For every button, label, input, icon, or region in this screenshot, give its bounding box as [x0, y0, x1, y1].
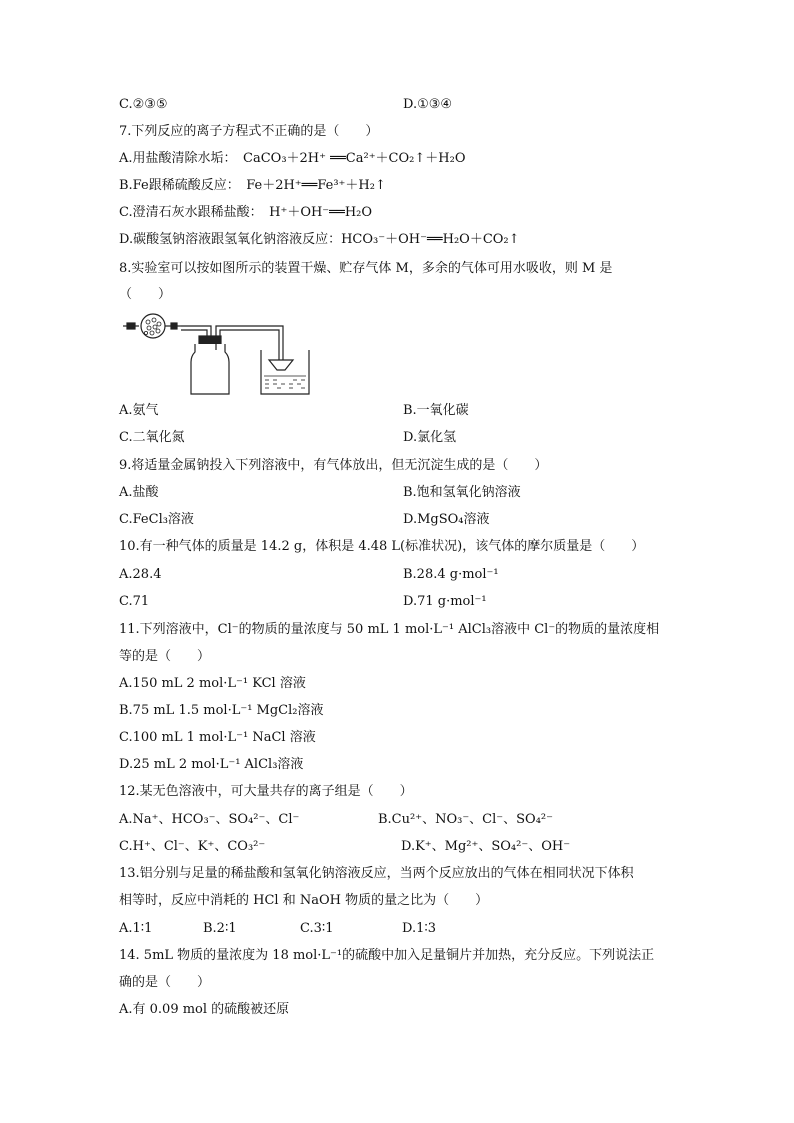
q8-option-b: B.一氧化碳 — [403, 403, 469, 418]
q9-option-b: B.饱和氢氧化钠溶液 — [403, 485, 521, 500]
q11-option-c: C.100 mL 1 mol·L⁻¹ NaCl 溶液 — [119, 730, 316, 745]
q13-option-a: A.1∶1 — [119, 921, 153, 936]
q9-option-c: C.FeCl₃溶液 — [119, 512, 194, 527]
option-d-prev: D.①③④ — [403, 97, 453, 112]
question-8-paren: （ ） — [119, 287, 172, 302]
q13-option-c: C.3∶1 — [300, 921, 334, 936]
q7-option-c: C.澄清石灰水跟稀盐酸： H⁺＋OH⁻══H₂O — [119, 205, 373, 220]
q11-option-a: A.150 mL 2 mol·L⁻¹ KCl 溶液 — [119, 676, 306, 691]
gas-apparatus-diagram — [119, 312, 319, 396]
bottle-stopper — [199, 336, 221, 344]
q14-option-a: A.有 0.09 mol 的硫酸被还原 — [119, 1002, 290, 1017]
inlet-nozzle — [127, 323, 135, 329]
question-12: 12.某无色溶液中，可大量共存的离子组是（ ） — [119, 784, 413, 799]
q12-option-b: B.Cu²⁺、NO₃⁻、Cl⁻、SO₄²⁻ — [378, 812, 553, 827]
q7-option-a: A.用盐酸清除水垢： CaCO₃＋2H⁺ ══Ca²⁺＋CO₂↑＋H₂O — [119, 151, 466, 166]
q9-option-a: A.盐酸 — [119, 485, 159, 500]
question-11-cont: 等的是（ ） — [119, 649, 211, 664]
q11-option-b: B.75 mL 1.5 mol·L⁻¹ MgCl₂溶液 — [119, 703, 324, 718]
q11-option-d: D.25 mL 2 mol·L⁻¹ AlCl₃溶液 — [119, 757, 304, 772]
q13-option-b: B.2∶1 — [203, 921, 237, 936]
option-c-prev: C.②③⑤ — [119, 97, 168, 112]
q10-option-b: B.28.4 g·mol⁻¹ — [403, 567, 499, 582]
gas-bottle — [191, 344, 229, 394]
q10-option-a: A.28.4 — [119, 567, 162, 582]
question-13: 13.铝分别与足量的稀盐酸和氢氧化钠溶液反应，当两个反应放出的气体在相同状况下体积 — [119, 866, 634, 881]
question-14: 14. 5mL 物质的量浓度为 18 mol·L⁻¹的硫酸中加入足量铜片并加热，充分反应。下列说法正 — [119, 948, 655, 963]
q13-option-d: D.1∶3 — [402, 921, 437, 936]
q7-option-d: D.碳酸氢钠溶液跟氢氧化钠溶液反应：HCO₃⁻＋OH⁻══H₂O＋CO₂↑ — [119, 232, 520, 247]
question-14-cont: 确的是（ ） — [119, 975, 211, 990]
water-beaker — [261, 350, 309, 394]
question-10: 10.有一种气体的质量是 14.2 g，体积是 4.48 L(标准状况)，该气体的摩尔质量是（ ） — [119, 539, 645, 554]
q12-option-c: C.H⁺、Cl⁻、K⁺、CO₃²⁻ — [119, 839, 266, 854]
question-8: 8.实验室可以按如图所示的装置干燥、贮存气体 M，多余的气体可用水吸收，则 M 是 — [119, 261, 613, 276]
q12-option-a: A.Na⁺、HCO₃⁻、SO₄²⁻、Cl⁻ — [119, 812, 300, 827]
q10-option-c: C.71 — [119, 594, 150, 609]
question-13-cont: 相等时，反应中消耗的 HCl 和 NaOH 物质的量之比为（ ） — [119, 893, 489, 908]
q8-option-d: D.氯化氢 — [403, 430, 457, 445]
q8-option-a: A.氨气 — [119, 403, 159, 418]
q9-option-d: D.MgSO₄溶液 — [403, 512, 490, 527]
q8-option-c: C.二氧化氮 — [119, 430, 185, 445]
question-11: 11.下列溶液中，Cl⁻的物质的量浓度与 50 mL 1 mol·L⁻¹ AlCl₃溶液中 Cl⁻的物质的量浓度相 — [119, 622, 660, 637]
q12-option-d: D.K⁺、Mg²⁺、SO₄²⁻、OH⁻ — [401, 839, 571, 854]
q7-option-b: B.Fe跟稀硫酸反应： Fe＋2H⁺══Fe³⁺＋H₂↑ — [119, 178, 386, 193]
q10-option-d: D.71 g·mol⁻¹ — [403, 594, 487, 609]
question-7: 7.下列反应的离子方程式不正确的是（ ） — [119, 124, 379, 139]
question-9: 9.将适量金属钠投入下列溶液中，有气体放出，但无沉淀生成的是（ ） — [119, 458, 548, 473]
inverted-funnel — [269, 360, 293, 370]
